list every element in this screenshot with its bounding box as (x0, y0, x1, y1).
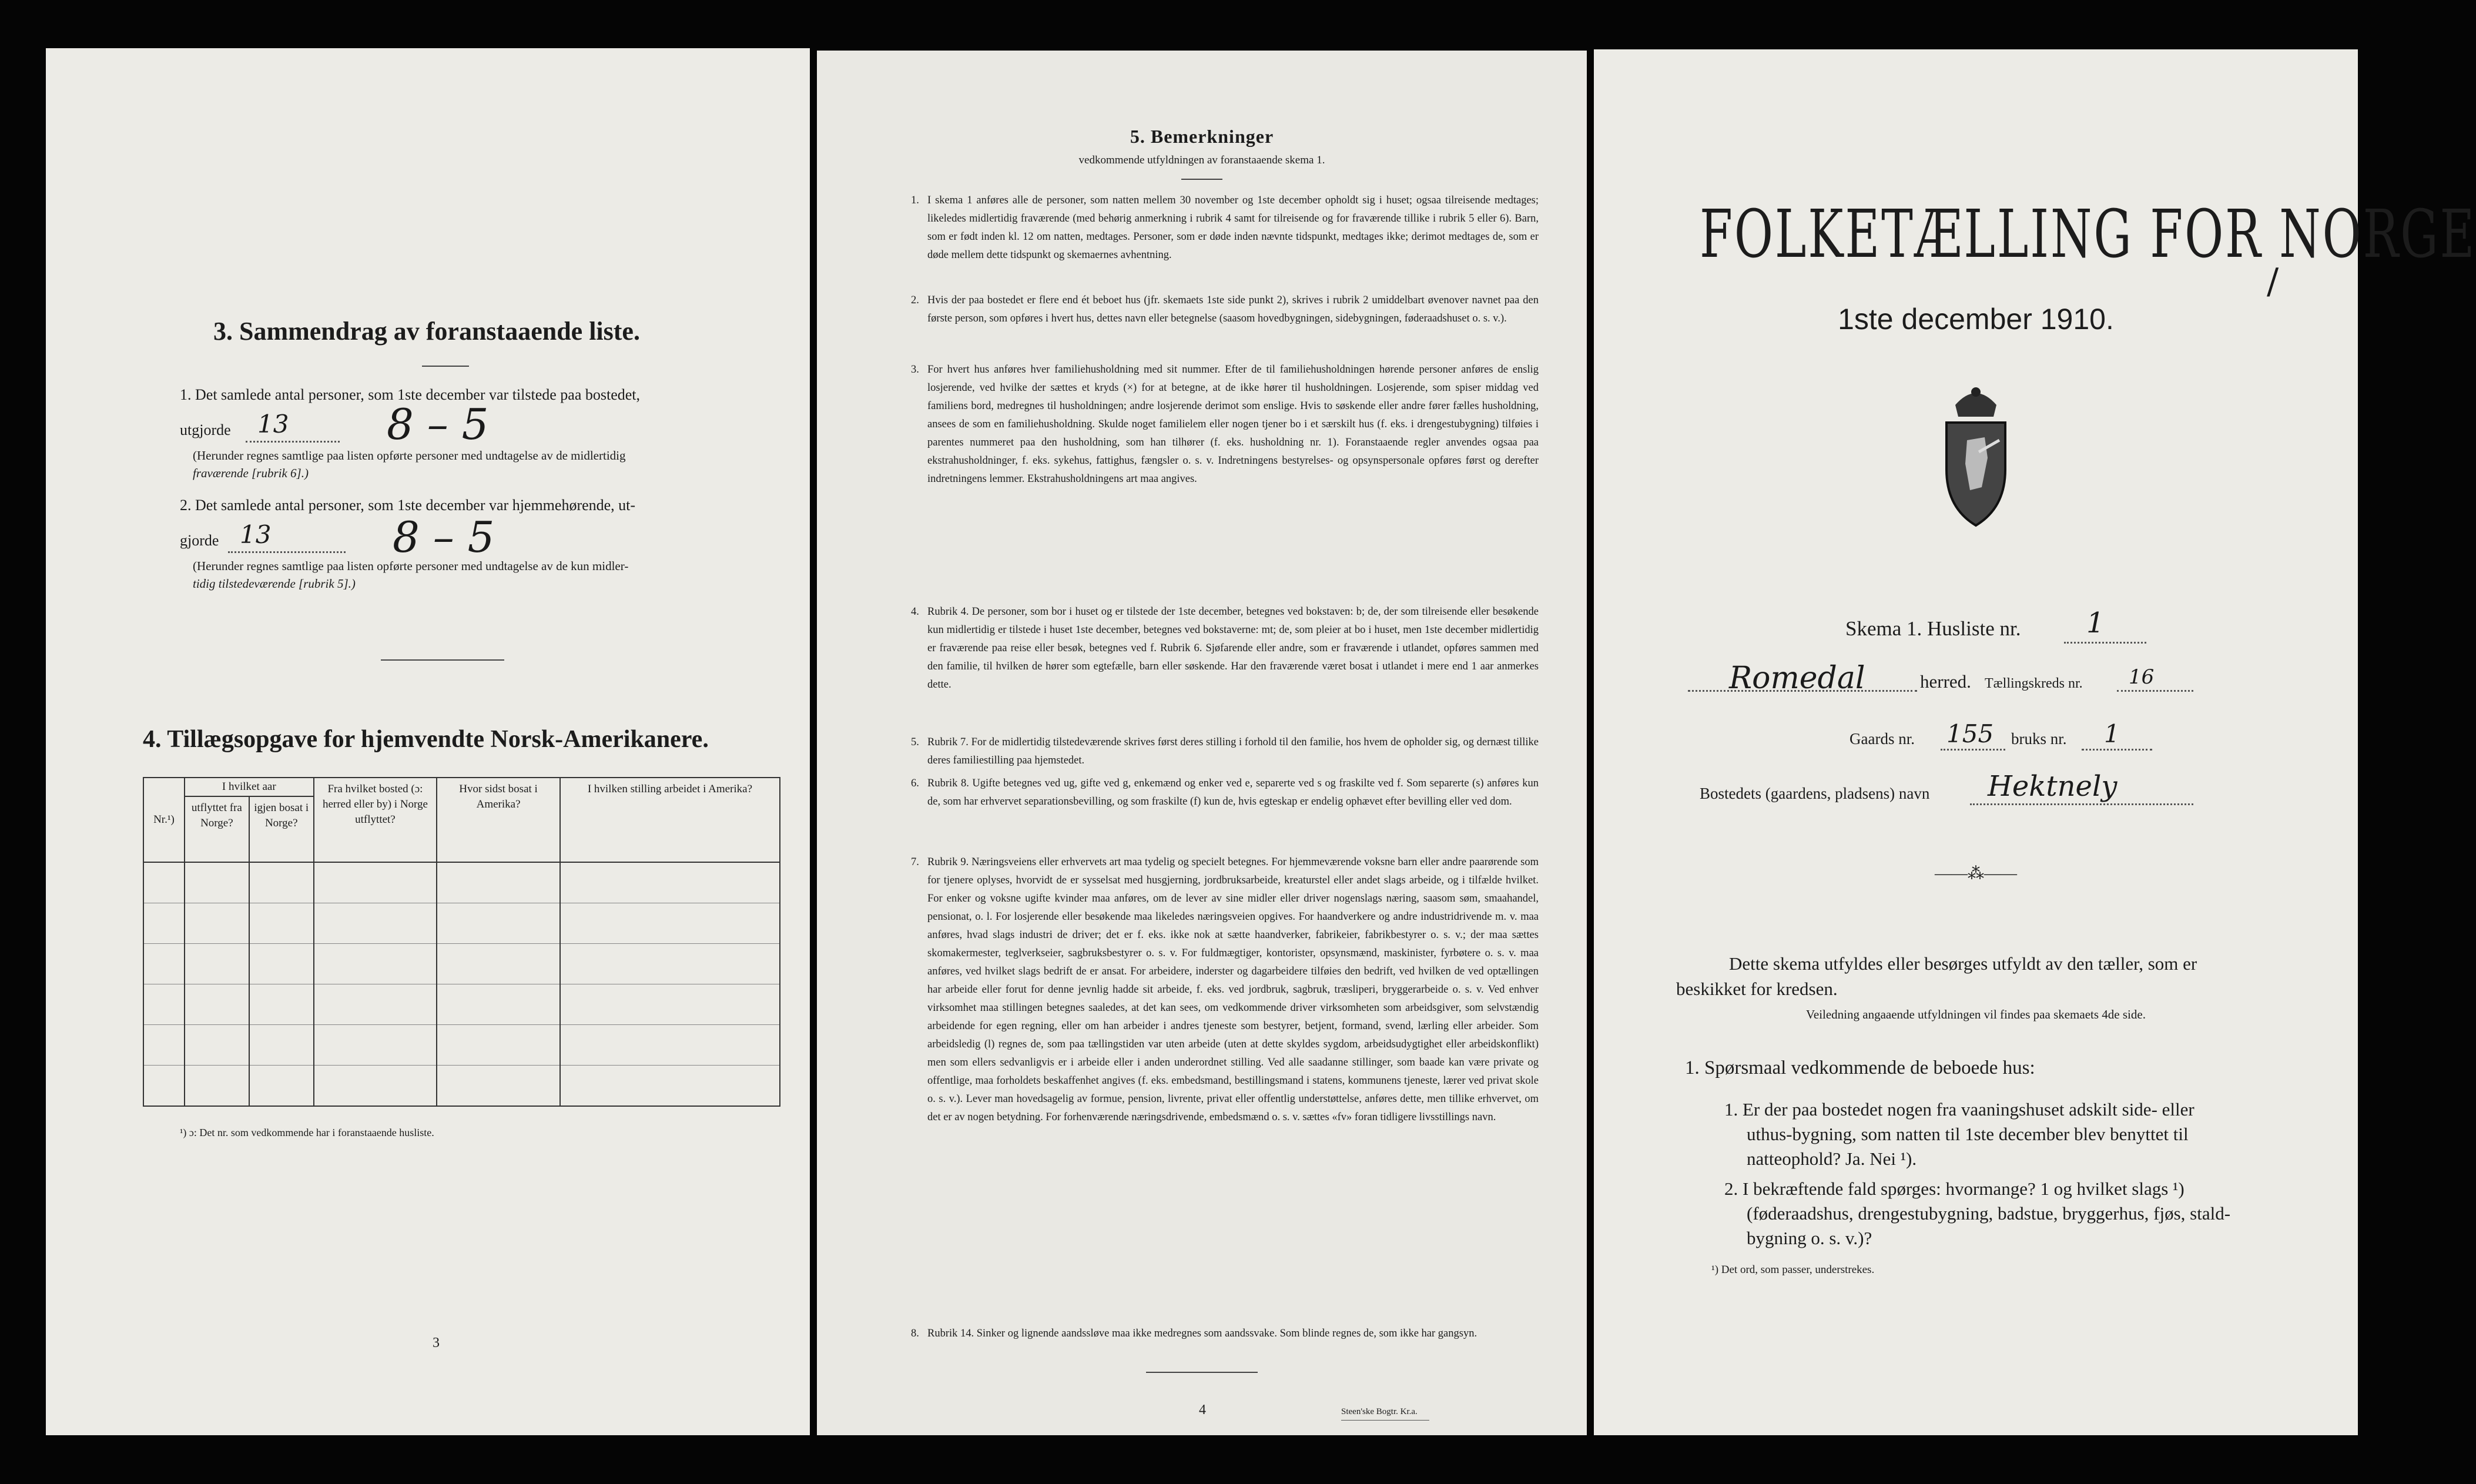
herred-label: herred. (1920, 671, 1971, 692)
item1-text: 1. Det samlede antal personer, som 1ste december var tilstede paa bostedet, (180, 386, 641, 403)
col-bosat: igjen bosat i Norge? (249, 796, 314, 862)
norsk-amerikanere-table (143, 777, 780, 1107)
bosted-value: Hektnely (1988, 770, 2118, 803)
divider (422, 366, 469, 367)
remark-item-4: 4. Rubrik 4. De personer, som bor i huset og er tilstede der 1ste december, betegnes ved bokstaven: b; de, der som tilreisende eller besøkende kun midlertidig er tilstede i huset 1ste december, betegnes ved bokstaverne: mt; de, som pleier at bo i huset, men 1ste december midlertidig er fraværende paa reise eller besøk, betegnes ved f. Rubrik 6. Sjøfarende eller andre, som er fraværende i utlandet, opføres sammen med den familie, til hvilken de hører som egtefælle, barn eller søskende. Har den fraværende været bosat i utlandet i mere end 1 aar anmerkes dette. (911, 606, 1539, 691)
table-row (143, 944, 780, 984)
schema-label: Skema 1. Husliste nr. (1845, 617, 2021, 640)
kreds-label: Tællingskreds nr. (1985, 676, 2083, 691)
item2-note: (Herunder regnes samtlige paa listen opførte personer med undtagelse av de kun midler- tidig tilstedeværende [rubrik 5].) (193, 559, 629, 591)
page-right: FOLKETÆLLING FOR NORGE / 1ste december 1910. Skema 1. Husliste nr. 1 Romedal herred. Tællingskreds nr. 16 Gaards nr. 155 bruks nr. 1 Bostedets (gaardens, pladsens) navn Hektnely ——⁂—— Dette skema utfyldes eller besørges utfyldt av den tæller, som er beskikket for kredsen. Veiledning angaaende utfyldningen vil findes paa skemaets 4de side. 1. Spørsmaal vedkommende de beboede hus: 1. Er der paa bostedet nogen fra vaaningshuset adskilt side- eller uthus-bygning, som natten til 1ste december blev benyttet til natteophold? Ja. Nei ¹). 2. I bekræftende fald spørges: hvormange? 1 og hvilket slags ¹) (føderaadshus, drengestubygning, badstue, bryggerhus, fjøs, stald- bygning o. s. v.)? ¹) Det ord, som passer, understrekes. (1594, 49, 2358, 1435)
gaards-value: 155 (1946, 719, 1994, 748)
table-row (143, 862, 780, 903)
remarks-heading: 5. Bemerkninger (1130, 126, 1274, 147)
col-fra: Fra hvilket bosted (ɔ: herred eller by) i Norge utflyttet? (314, 778, 437, 862)
bruks-label: bruks nr. (2011, 730, 2067, 748)
page-number: 4 (1199, 1402, 1206, 1418)
table-row (143, 1066, 780, 1107)
table-row (143, 984, 780, 1025)
col-stilling: I hvilken stilling arbeidet i Amerika? (560, 778, 780, 862)
col-group: I hvilket aar (185, 778, 314, 796)
coat-of-arms-icon (1923, 381, 2029, 528)
printer-credit: Steen'ske Bogtr. Kr.a. (1341, 1407, 1418, 1416)
section3-heading: 3. Sammendrag av foranstaaende liste. (213, 317, 640, 346)
herred-value: Romedal (1729, 661, 1865, 696)
col-sidst: Hvor sidst bosat i Amerika? (437, 778, 560, 862)
section4-heading: 4. Tillægsopgave for hjemvendte Norsk-Amerikanere. (143, 726, 709, 753)
husliste-nr: 1 (2086, 607, 2105, 639)
item1-extra: 8 – 5 (387, 400, 489, 449)
remark-item-7: 7. Rubrik 9. Næringsveiens eller erhvervets art maa tydelig og specielt betegnes. For hjemmeværende voksne barn eller andre paarørende som for tjenere oplyses, hvorvidt de er sysselsat med husgjerning, jordbruksarbeide, kreaturstel eller andet slags arbeide, og i tilfælde hvilket. For enker og voksne ugifte kvinder maa anføres, om de lever av sine midler eller driver nogenslags næring, saasom søm, smaahandel, pensionat, o. l. For losjerende eller besøkende maa likeledes næringsveien opgives. For haandverkere og andre industridrivende m. v. maa anføres, hvad slags industri de driver; det er f. eks. ikke nok at sætte haandverker, fabrikeier, fabrikbestyrer o. s. v.; der maa sættes skomakermester, teglverkseier, sagbruksbestyrer o. s. v. For fuldmægtiger, kontorister, opsynsmænd, maskinister, fyrbøtere o. s. v. maa anføres, ved hvilket slags bedrift de er ansat. For arbeidere, inderster og dagarbeidere tilføies den bedrift, ved hvilken de ved optællingen har arbeide eller forut for denne jevnlig hadde sit arbeide, f. eks. ved jordbruk, sagbruk, træsliperi, bryggerarbeide o. s. v. Ved enhver virksomhet maa stillingen betegnes saaledes, at det kan sees, om vedkommende driver virksomheten som arbeidsgiver, som selvstændig arbeidende for egen regning, eller om han arbeider i andres tjeneste som bestyrer, betjent, formand, svend, lærling eller arbeider. Som arbeidsledig (l) regnes de, som paa tællingstiden var uten arbeide (uten at dette skyldes sygdom, arbeidsudygtighet eller arbeidskonflikt) men som ellers sedvanligvis er i arbeide eller i anden underordnet stilling. Ved alle saadanne stillinger, som baade kan være private og offentlige, maa forholdets beskaffenhet angives (f. eks. embedsmand, bestillingsmand i statens, kommunens tjeneste, lærer ved privat skole o. s. v.). Lever man hovedsagelig av formue, pension, livrente, privat eller offentlig understøttelse, anføres dette, men tillike erhvervet, om det er av nogen betydning. For forhenværende næringsdrivende, embedsmænd o. s. v. sættes «fv» foran tidligere livsstillings navn. (911, 856, 1539, 1123)
bruks-value: 1 (2104, 719, 2120, 748)
census-date: 1ste december 1910. (1838, 303, 2114, 336)
col-utflyttet: utflyttet fra Norge? (185, 796, 249, 862)
col-nr: Nr.¹) (143, 778, 185, 862)
page-number: 3 (433, 1335, 440, 1351)
item1-utgjorde: utgjorde (180, 421, 231, 438)
footnote: ¹) ɔ: Det nr. som vedkommende har i foranstaaende husliste. (180, 1127, 434, 1138)
footnote: ¹) Det ord, som passer, understrekes. (1711, 1264, 1875, 1276)
item2-value: 13 (240, 520, 272, 549)
remark-item-8: 8. Rubrik 14. Sinker og lignende aandssløve maa ikke medregnes som aandssvake. Som blinde regnes de, som ikke har gangsyn. (911, 1328, 1477, 1339)
kreds-value: 16 (2129, 665, 2155, 689)
questions-heading: 1. Spørsmaal vedkommende de beboede hus: (1685, 1057, 2035, 1078)
item2-text: 2. Det samlede antal personer, som 1ste december var hjemmehørende, ut- (180, 497, 636, 514)
item2-extra: 8 – 5 (393, 512, 495, 562)
intro-line2: beskikket for kredsen. (1676, 979, 1838, 999)
remark-item-1: 1. I skema 1 anføres alle de personer, som natten mellem 30 november og 1ste december opholdt sig i huset; ogsaa tilreisende medtages; likeledes midlertidig fraværende (med behørig anmerkning i rubrik 4 samt for tilreisende og for fraværende tillike i rubrik 5 eller 6). Barn, som er født inden kl. 12 om natten, medtages. Personer, som er døde inden nævnte tidspunkt, medtages ikke; derimot medtages de, som er døde mellem dette tidspunkt og skemaernes avhentning. (911, 195, 1539, 261)
divider (381, 659, 504, 661)
question-1: 1. Er der paa bostedet nogen fra vaaningshuset adskilt side- eller uthus-bygning, som natten til 1ste december blev benyttet til natteophold? Ja. Nei ¹). (1724, 1099, 2194, 1169)
bosted-label: Bostedets (gaardens, pladsens) navn (1700, 785, 1930, 802)
remark-item-2: 2. Hvis der paa bostedet er flere end ét beboet hus (jfr. skemaets 1ste side punkt 2), skrives i rubrik 2 umiddelbart øvenover navnet paa den første person, som opføres i hvert hus, dettes navn eller betegnelse (saasom hovedbygningen, sidebygningen, føderaadshuset o. s. v.). (911, 294, 1539, 324)
table-row (143, 1025, 780, 1066)
intro-line1: Dette skema utfyldes eller besørges utfyldt av den tæller, som er (1729, 953, 2197, 974)
remark-item-3: 3. For hvert hus anføres hver familiehusholdning med sit nummer. Efter de til familiehusholdningen hørende personer anføres de enslig losjerende, ved hvilke der sættes et kryds (×) for at betegne, at de ikke hører til husholdningen. Losjerende, som spiser middag ved familiens bord, medregnes til husholdningen; andre losjerende derimot som enslige. Hvis to søskende eller andre fører fælles husholdning, ansees de som en familiehusholdning. Skulde noget familielem eller nogen tjener bo i et særskilt hus (f. eks. i drengestubygning) tilføies i parentes nummeret paa den husholdning, som han tilhører (f. eks. husholdning nr. 1). Foranstaaende regler anvendes ogsaa paa ekstrahusholdninger, f. eks. sykehus, fattighus, fængsler o. s. v. Indretningens bestyrelses- og opsynspersonale opføres først og derefter indretningens lemmer. Ekstrahusholdningens art maa angives. (911, 364, 1539, 485)
item2-utgjorde: gjorde (180, 532, 219, 549)
page-left (46, 48, 810, 1435)
item1-value: 13 (257, 410, 289, 438)
main-title: FOLKETÆLLING FOR NORGE (1700, 196, 2476, 273)
gaards-label: Gaards nr. (1850, 730, 1915, 748)
remark-item-6: 6. Rubrik 8. Ugifte betegnes ved ug, gifte ved g, enkemænd og enker ved e, separerte ved s og fraskilte ved f. Som separerte (s) anføres kun de, som har erhvervet separationsbevilling, og som fraskilte (f) kun de, hvis egteskap er endelig ophævet efter bevilling eller ved dom. (911, 778, 1539, 808)
page-middle (817, 51, 1587, 1435)
remark-item-5: 5. Rubrik 7. For de midlertidig tilstedeværende skrives først deres stilling i forhold til den familie, hos hvem de opholder sig, og dernæst tillike deres familiestilling paa hjemstedet. (911, 736, 1539, 766)
ornament-icon: ——⁂—— (1935, 865, 2017, 883)
remarks-subheading: vedkommende utfyldningen av foranstaaende skema 1. (1078, 154, 1325, 166)
item1-note: (Herunder regnes samtlige paa listen opførte personer med undtagelse av de midlertidig fraværende [rubrik 6].) (193, 448, 626, 480)
guide-text: Veiledning angaaende utfyldningen vil findes paa skemaets 4de side. (1806, 1007, 2146, 1021)
table-row (143, 903, 780, 944)
question-2: 2. I bekræftende fald spørges: hvormange? 1 og hvilket slags ¹) (føderaadshus, drengestubygning, badstue, bryggerhus, fjøs, stald- bygning o. s. v.)? (1724, 1178, 2231, 1248)
